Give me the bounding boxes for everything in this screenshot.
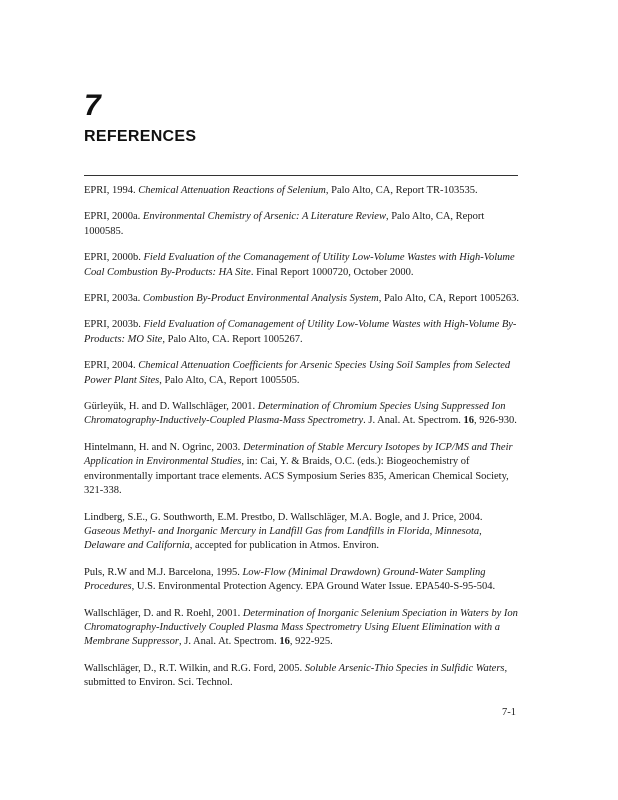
reference-entry: Gürleyük, H. and D. Wallschläger, 2001. Determination of Chromium Species Using Suppressed Ion Chromatography-Inductively-Coupled Plasma-Mass Spectrometry. J. Anal. At. Spectrom. 16, 926-930. <box>84 401 517 427</box>
reference-entry: Lindberg, S.E., G. Southworth, E.M. Prestbo, D. Wallschläger, M.A. Bogle, and J. Price, 2004. Gaseous Methyl- and Inorganic Mercury in Landfill Gas from Landfills in Florida, Minnesota, Delaware and California, accepted for publication in Atmos. Environ. <box>84 511 483 552</box>
reference-entry: Puls, R.W and M.J. Barcelona, 1995. Low-Flow (Minimal Drawdown) Ground-Water Sampling Procedures, U.S. Environmental Protection Agency. EPA Ground Water Issue. EPA540-S-95-504. <box>84 566 496 593</box>
page-number: 7-1 <box>502 707 516 718</box>
reference-entry: EPRI, 2003a. Combustion By-Product Environmental Analysis System, Palo Alto, CA, Report 1005263. <box>84 293 520 305</box>
reference-entry: EPRI, 1994. Chemical Attenuation Reactions of Selenium, Palo Alto, CA, Report TR-103535. <box>84 185 478 196</box>
reference-entry: EPRI, 2003b. Field Evaluation of Comanagement of Utility Low-Volume Wastes with High-Volume By-Products: MO Site, Palo Alto, CA. Report 1005267. <box>84 319 517 345</box>
chapter-title: REFERENCES <box>84 128 197 145</box>
reference-entry: Wallschläger, D. and R. Roehl, 2001. Determination of Inorganic Selenium Speciation in Waters by Ion Chromatography-Inductively Coupled Plasma Mass Spectrometry Using Eluent Elimination with a Membrane Suppressor, J. Anal. At. Spectrom. 16, 922-925. <box>84 607 518 648</box>
chapter-number: 7 <box>84 89 101 122</box>
header-divider <box>84 175 518 176</box>
reference-entry: EPRI, 2004. Chemical Attenuation Coefficients for Arsenic Species Using Soil Samples from Selected Power Plant Sites, Palo Alto, CA, Report 1005505. <box>84 360 511 386</box>
reference-entry: EPRI, 2000a. Environmental Chemistry of Arsenic: A Literature Review, Palo Alto, CA, Report 1000585. <box>84 211 485 237</box>
reference-list <box>84 184 520 703</box>
reference-entry: EPRI, 2000b. Field Evaluation of the Comanagement of Utility Low-Volume Wastes with High-Volume Coal Combustion By-Products: HA Site. Final Report 1000720, October 2000. <box>84 252 515 278</box>
reference-entry: Hintelmann, H. and N. Ogrinc, 2003. Determination of Stable Mercury Isotopes by ICP/MS and Their Application in Environmental Studies, in: Cai, Y. & Braids, O.C. (eds.): Biogeochemistry of environmentally important trace elements. ACS Symposium Series 835, American Chemical Society, 321-338. <box>84 441 513 497</box>
reference-entry: Wallschläger, D., R.T. Wilkin, and R.G. Ford, 2005. Soluble Arsenic-Thio Species in Sulfidic Waters, submitted to Environ. Sci. Technol. <box>84 662 508 689</box>
